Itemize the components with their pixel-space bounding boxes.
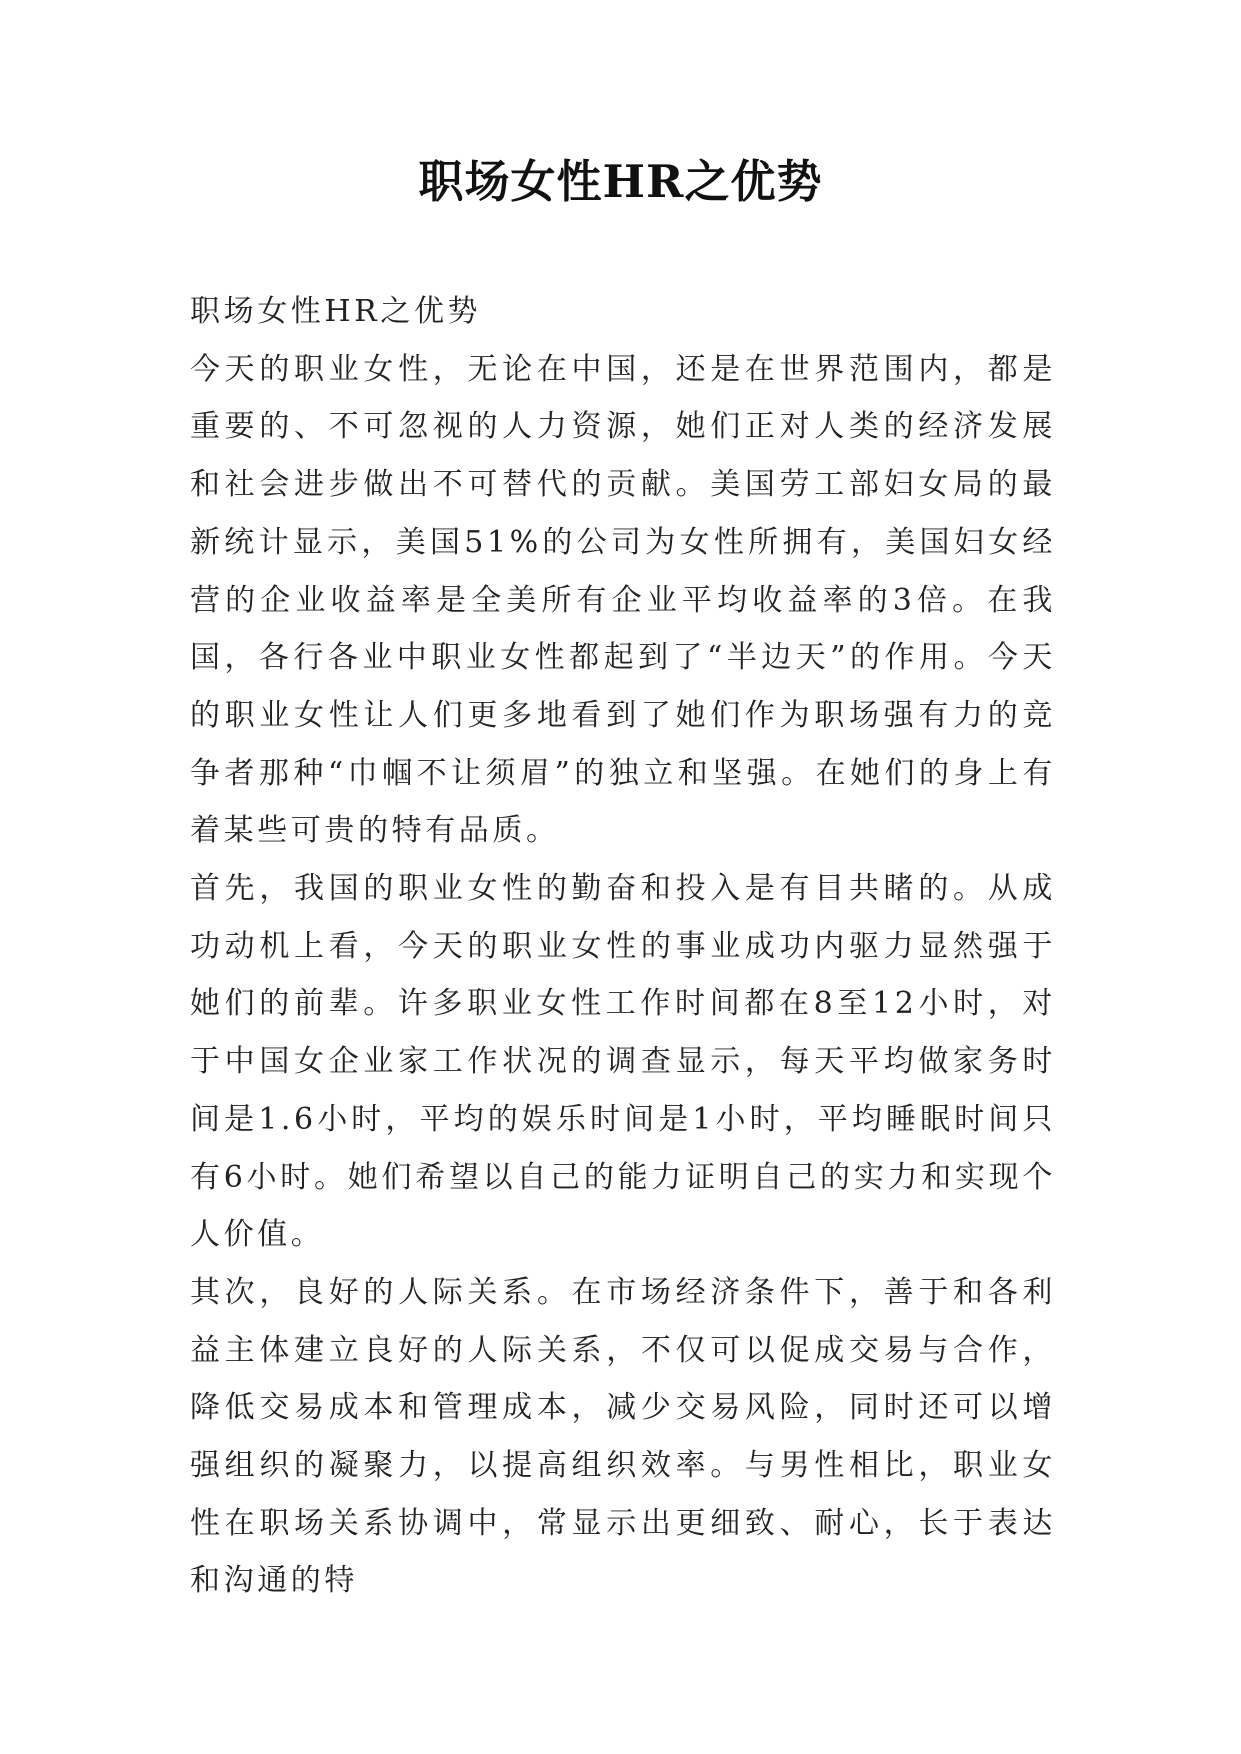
paragraph-second-point: 其次，良好的人际关系。在市场经济条件下，善于和各利益主体建立良好的人际关系，不仅可以促成交易与合作，降低交易成本和管理成本，减少交易风险，同时还可以增强组织的凝聚力，以提高组织效率。与男性相比，职业女性在职场关系协调中，常显示出更细致、耐心，长于表达和沟通的特 — [190, 1274, 1056, 1599]
paragraph-first-point: 首先，我国的职业女性的勤奋和投入是有目共睹的。从成功动机上看，今天的职业女性的事业成功内驱力显然强于她们的前辈。许多职业女性工作时间都在8至12小时，对于中国女企业家工作状况的调查显示，每天平均做家务时间是1.6小时，平均的娱乐时间是1小时，平均睡眠时间只有6小时。她们希望以自己的能力证明自己的实力和实现个人价值。 — [190, 871, 1056, 1253]
paragraph-subtitle: 职场女性HR之优势 — [190, 294, 482, 329]
paragraph-intro: 今天的职业女性，无论在中国，还是在世界范围内，都是重要的、不可忽视的人力资源，她们正对人类的经济发展和社会进步做出不可替代的贡献。美国劳工部妇女局的最新统计显示，美国51%的公司为女性所拥有，美国妇女经营的企业收益率是全美所有企业平均收益率的3倍。在我国，各行各业中职业女性都起到了“半边天”的作用。今天的职业女性让人们更多地看到了她们作为职场强有力的竞争者那种“巾帼不让须眉”的独立和坚强。在她们的身上有着某些可贵的特有品质。 — [190, 351, 1056, 849]
page-title: 职场女性HR之优势 — [418, 155, 823, 208]
document-body — [190, 283, 1056, 1610]
